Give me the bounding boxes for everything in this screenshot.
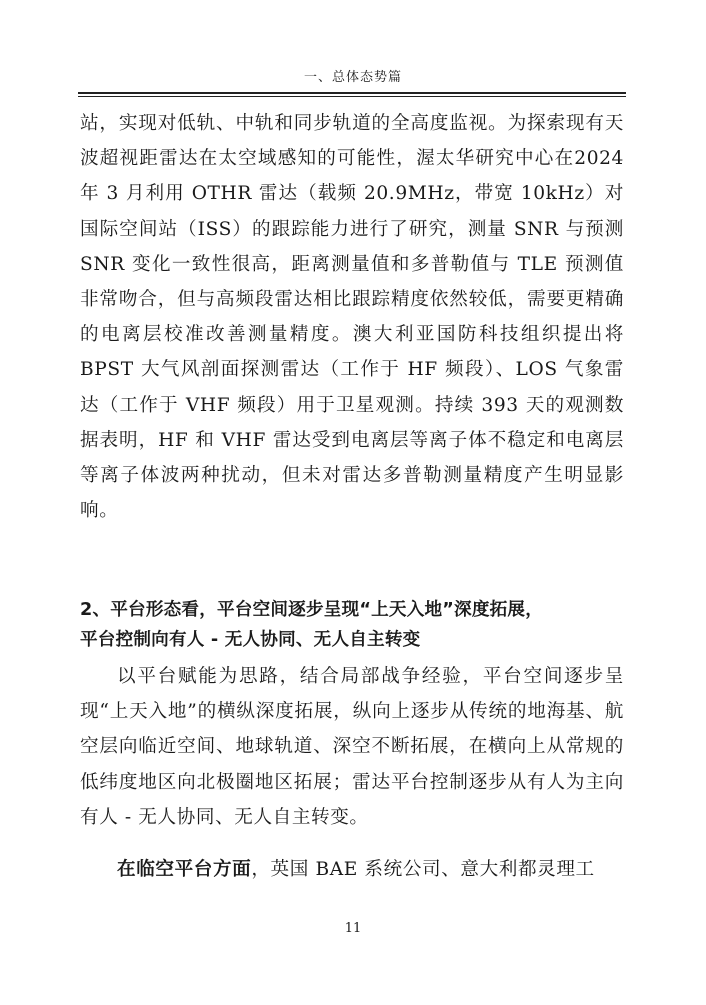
page-number: 11 xyxy=(344,921,362,936)
section-heading xyxy=(80,595,630,655)
header-rule xyxy=(78,92,626,94)
section-heading-line-1: 2、平台形态看，平台空间逐步呈现“上天入地”深度拓展， xyxy=(80,600,544,620)
paragraph-text: ，英国 BAE 系统公司、意大利都灵理工 xyxy=(251,859,595,880)
paragraph-othr-research: 站，实现对低轨、中轨和同步轨道的全高度监视。为探索现有天波超视距雷达在太空域感知的可能性，渥太华研究中心在2024 年 3 月利用 OTHR 雷达（载频 20.9MHz，带宽 10kHz）对国际空间站（ISS）的跟踪能力进行了研究，测量 SNR 与预测SNR 变化一致性很高，距离测量值和多普勒值与 TLE 预测值非常吻合，但与高频段雷达相比跟踪精度依然较低，需要更精确的电离层校准改善测量精度。澳大利亚国防科技组织提出将BPST 大气风剖面探测雷达（工作于 HF 频段）、LOS 气象雷达（工作于 VHF 频段）用于卫星观测。持续 393 天的观测数据表明，HF 和 VHF 雷达受到电离层等离子体不稳定和电离层等离子体波两种扰动，但未对雷达多普勒测量精度产生明显影响。 xyxy=(80,113,624,522)
paragraph-platform-space: 以平台赋能为思路，结合局部战争经验，平台空间逐步呈现“上天入地”的横纵深度拓展，纵向上逐步从传统的地海基、航空层向临近空间、地球轨道、深空不断拓展，在横向上从常规的低纬度地区向北极圈地区拓展；雷达平台控制逐步从有人为主向有人 - 无人协同、无人自主转变。 xyxy=(80,666,624,828)
section-heading-line-2: 平台控制向有人 - 无人协同、无人自主转变 xyxy=(80,630,421,650)
header-rule-thin xyxy=(78,96,626,97)
running-header: 一、总体态势篇 xyxy=(303,70,402,85)
paragraph-lead-bold: 在临空平台方面 xyxy=(117,859,252,880)
paragraph-near-space-platform xyxy=(80,852,624,887)
